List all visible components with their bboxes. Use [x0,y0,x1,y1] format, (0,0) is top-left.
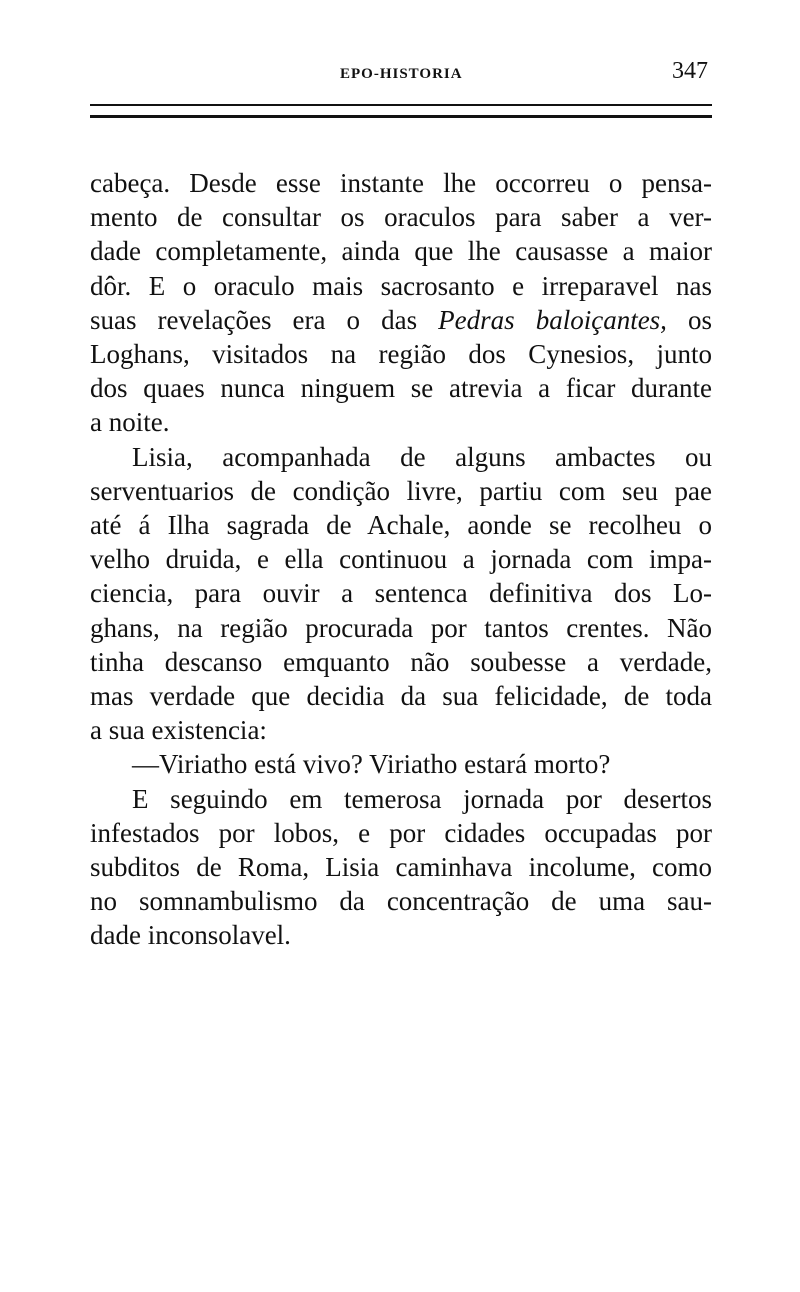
text-line: Lisia, acompanhada de alguns ambactes ou [132,441,712,472]
text-line: ciencia, para ouvir a sentenca definitiva dos Lo- [90,578,712,609]
text-line-part: os [688,304,712,335]
italic-phrase: Pedras baloiçantes, [438,304,667,335]
text-line: mento de consultar os oraculos para saber a ver- [90,202,712,233]
dialogue-line: —Viriatho está vivo? Viriatho estará morto? [132,749,611,780]
text-line: Loghans, visitados na região dos Cynesios, junto [90,339,712,370]
text-line: dos quaes nunca ninguem se atrevia a ficar durante [90,373,712,404]
header-rule-thin [90,104,712,106]
page-number: 347 [672,58,708,84]
text-line: velho druida, e ella continuou a jornada com impa- [90,544,712,575]
text-line: dôr. E o oraculo mais sacrosanto e irreparavel nas [90,270,712,301]
text-line: dade completamente, ainda que lhe causasse a maior [90,236,712,267]
paragraph-3 [90,747,712,781]
text-line [90,303,712,337]
text-line: até á Ilha sagrada de Achale, aonde se recolheu o [90,510,712,541]
paragraph-2 [90,440,712,748]
text-line: E seguindo em temerosa jornada por desertos [132,783,712,814]
body-text [90,166,712,953]
text-line: cabeça. Desde esse instante lhe occorreu o pensa- [90,168,712,198]
page-header [90,58,712,92]
text-line: subditos de Roma, Lisia caminhava incolume, como [90,852,712,883]
text-line: ghans, na região procurada por tantos crentes. Não [90,612,712,643]
text-line: mas verdade que decidia da sua felicidade, de toda [90,681,712,712]
text-line: infestados por lobos, e por cidades occupadas por [90,817,712,848]
text-line: serventuarios de condição livre, partiu com seu pae [90,475,712,506]
text-line-part: suas revelações era o das [90,304,418,335]
header-rule-thick [90,115,712,118]
text-line: a sua existencia: [90,715,267,746]
text-line: no somnambulismo da concentração de uma sau- [90,886,712,917]
text-line: tinha descanso emquanto não soubesse a verdade, [90,646,712,677]
text-line: dade inconsolavel. [90,920,291,951]
paragraph-1 [90,166,712,440]
paragraph-4 [90,782,712,953]
running-title: EPO-HISTORIA [340,66,463,82]
text-line: a noite. [90,407,170,438]
